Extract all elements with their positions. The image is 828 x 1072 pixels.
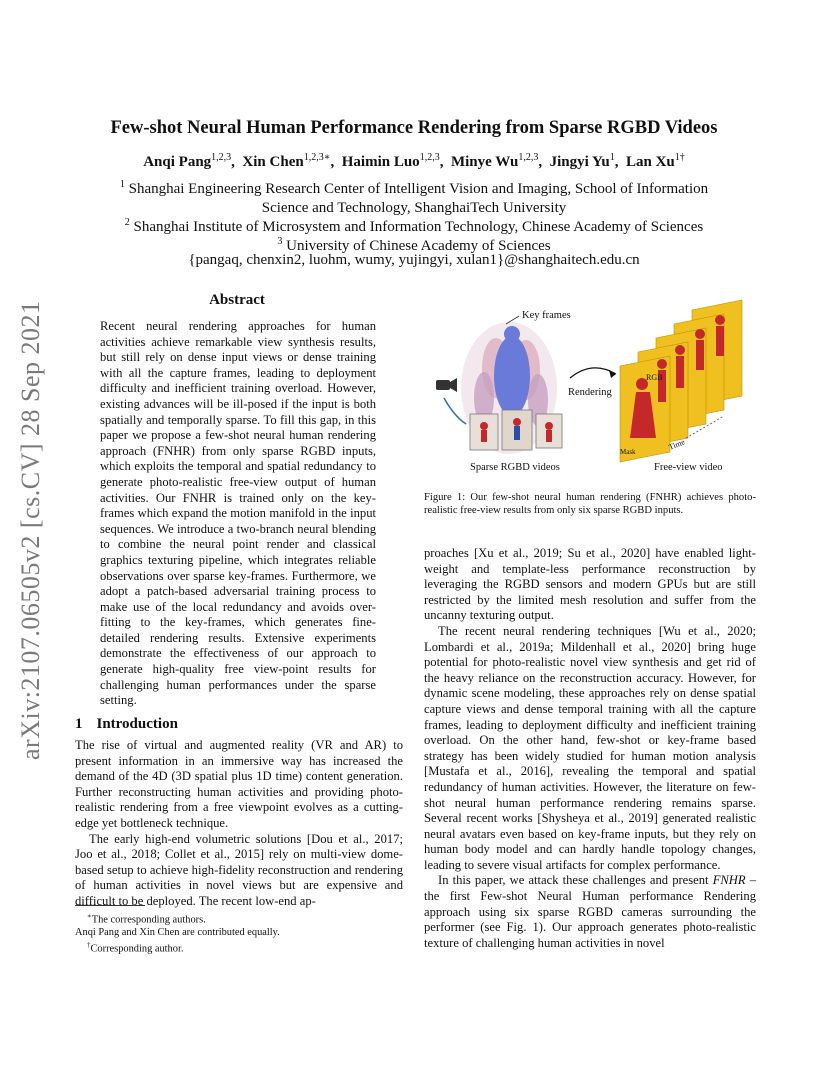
label-mask: Mask: [620, 448, 636, 456]
rendering-arrow-icon: [570, 368, 616, 378]
label-free-view-video: Free-view video: [654, 462, 723, 473]
author-emails: {pangaq, chenxin2, luohm, wumy, yujingyi, xulan1}@shanghaitech.edu.cn: [188, 252, 640, 268]
right-column-text: [424, 546, 756, 951]
figure-1-illustration: [424, 298, 756, 478]
affiliation-2: $^2$ Shanghai Institute of Microsystem and Information Technology, Chinese Academy of Sciences: [124, 217, 704, 235]
author: Jingyi Yu$^1$: [549, 152, 615, 170]
intro-paragraph-2-continued: proaches [Xu et al., 2019; Su et al., 2020] have enabled light-weight and template-less performance reconstruction by leveraging the RGBD sensors and modern GPUs but are still restricted by the limited mesh resolution and suffer from the uncanny texturing output.: [424, 546, 756, 623]
footnote-2: Anqi Pang and Xin Chen are contributed equally.: [75, 927, 280, 939]
footnote-divider: [75, 905, 145, 906]
footnote-1: ∗The corresponding authors.: [87, 912, 206, 926]
abstract-text: Recent neural rendering approaches for human activities achieve remarkable view synthesis results, but still rely on dense input views or dense training with all the capture frames, leading to deployment difficulty and inefficient training overload. However, existing advances will be ill-posed if the input is both spatially and temporally sparse. To fill this gap, in this paper we propose a few-shot neural human rendering approach (FNHR) from only sparse RGBD inputs, which exploits the temporal and spatial redundancy to generate photo-realistic free-view output of human activities. Our FNHR is trained only on the key-frames which expand the motion manifold in the input sequences. We introduce a two-branch neural blending to combine the neural point render and classical graphics texturing pipeline, which integrates reliable observations over sparse key-frames. Furthermore, we adopt a patch-based adversarial training process to make use of the local redundancy and avoids over-fitting to the key-frames, which generates fine-detailed rendering results. Extensive experiments demonstrate the effectiveness of our approach to generate high-quality free view-point results for challenging human performances under the sparse setting.: [100, 319, 376, 708]
label-key-frames: Key frames: [522, 310, 571, 321]
sparse-rgbd-frames: [470, 410, 562, 450]
author: Lan $Xu^{1\dagger}$: [626, 152, 685, 170]
figure-1: [424, 298, 756, 478]
intro-paragraph-1: The rise of virtual and augmented reality (VR and AR) to present information in an immersive way has increased the demand of the 4D (3D spatial plus 1D time) content generation. Further reconstructing human activities and providing photo-realistic rendering from a free viewpoint evolves as a cutting-edge yet bottleneck technique.: [75, 738, 403, 830]
intro-paragraph-4: In this paper, we attack these challenges and present FNHR – the first Few-shot Neural Human performance Rendering approach using six sparse RGBD cameras surrounding the performer (see Fig. 1). Our approach generates photo-realistic texture of challenging human activities in novel: [424, 873, 756, 950]
intro-paragraph-2: The early high-end volumetric solutions [Dou et al., 2017; Joo et al., 2018; Collet et al., 2015] rely on multi-view dome-based setup to achieve high-fidelity reconstruction and rendering of human activities in novel views but are expensive and difficult to be deployed. The recent low-end ap-: [75, 831, 403, 908]
left-column-text: [75, 738, 403, 910]
figure-1-caption: Figure 1: Our few-shot neural human rendering (FNHR) achieves photo-realistic free-view results from only six sparse RGBD inputs.: [424, 492, 756, 516]
camera-icon: [436, 378, 457, 392]
abstract-heading: Abstract: [209, 292, 265, 308]
arxiv-side-stamp: arXiv:2107.06505v2 [cs.CV] 28 Sep 2021: [16, 300, 45, 760]
intro-paragraph-3: The recent neural rendering techniques [Wu et al., 2020; Lombardi et al., 2019a; Mildenhall et al., 2020] bring huge potential for photo-realistic novel view synthesis and get rid of the heavy reliance on the reconstruction accuracy. However, for dynamic scene modeling, these approaches rely on dense spatial capture views and dense temporal training with all the capture frames, leading to deployment difficulty and inefficient training overload. On the other hand, few-shot or key-frame based strategy has been widely studied for human motion analysis [Mustafa et al., 2016], revealing the temporal and spatial redundancy of human activities. However, the literature on few-shot neural human performance rendering remains sparse. Several recent works [Shysheya et al., 2019] generated realistic neural avatars even based on key-frame inputs, but they rely on human body model and can hardly handle topology changes, leading to severe visual artifacts for complex performance.: [424, 623, 756, 872]
author-list: Anqi Pang$^{1,2,3}$, Xin Chen$^{1,2,3∗}$, Haimin Luo$^{1,2,3}$, Minye Wu$^{1,2,3}$, Jingyi Yu$^1$, Lan $Xu^{1\dagger}$: [143, 152, 685, 170]
author: Xin Chen$^{1,2,3∗}$: [242, 152, 331, 170]
affiliation-3: $^3$ University of Chinese Academy of Sciences: [277, 236, 551, 254]
footnote-3: †Corresponding author.: [87, 941, 184, 955]
label-sparse-rgbd-videos: Sparse RGBD videos: [470, 462, 560, 473]
author: Anqi Pang$^{1,2,3}$: [143, 152, 232, 170]
label-rgb: RGB: [646, 373, 663, 382]
label-time: Time: [667, 437, 687, 452]
footnotes: [75, 910, 405, 956]
section-heading-introduction: 1 Introduction: [75, 716, 178, 732]
paper-title: Few-shot Neural Human Performance Rendering from Sparse RGBD Videos: [110, 118, 718, 138]
author: Minye Wu$^{1,2,3}$: [450, 152, 539, 170]
affiliation-1: $^1$ Shanghai Engineering Research Center of Intelligent Vision and Imaging, School of Information Science and Technology, ShanghaiTech University: [119, 179, 709, 216]
author: Haimin Luo$^{1,2,3}$: [341, 152, 440, 170]
label-rendering: Rendering: [568, 387, 612, 398]
